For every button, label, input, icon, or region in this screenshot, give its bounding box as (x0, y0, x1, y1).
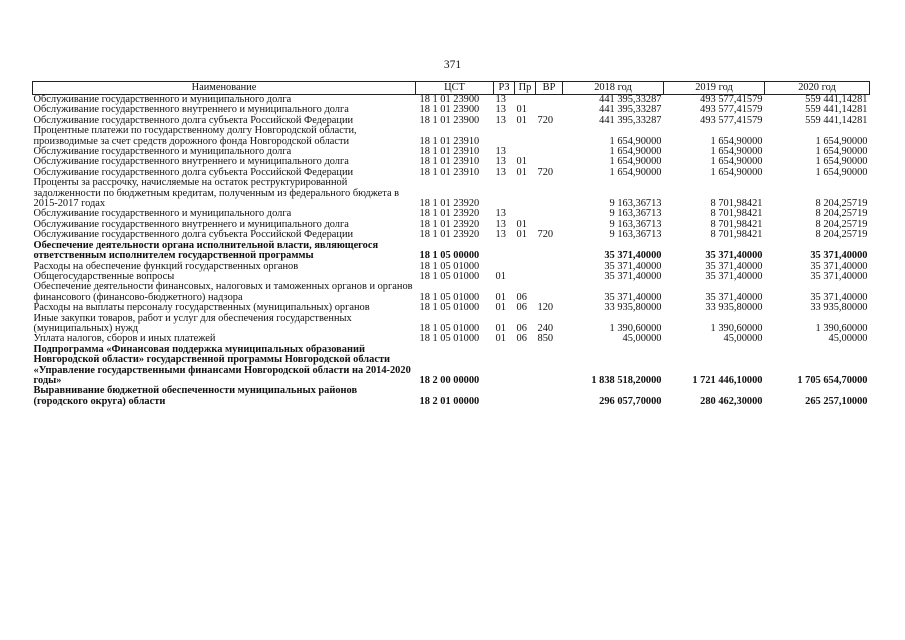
row-2019: 1 390,60000 (710, 322, 763, 334)
row-vr (536, 147, 563, 157)
row-2020: 559 441,14281 (805, 114, 868, 126)
row-cst: 18 1 05 01000 (419, 291, 480, 303)
row-2019: 35 371,40000 (705, 260, 763, 272)
row-2020: 559 441,14281 (805, 104, 868, 116)
row-cst: 18 1 05 00000 (419, 250, 480, 262)
row-rz (494, 345, 515, 387)
header-rz: РЗ (494, 82, 515, 95)
header-2018: 2018 год (563, 82, 664, 95)
row-rz: 01 (495, 322, 506, 334)
row-cst: 18 2 01 00000 (419, 395, 480, 407)
row-name: Обслуживание государственного и муниципального долга (33, 208, 292, 220)
row-vr (536, 386, 563, 407)
row-vr (536, 345, 563, 387)
row-pr: 01 (516, 156, 527, 168)
row-rz (494, 241, 515, 262)
row-name: Обслуживание государственного внутреннего и муниципального долга (33, 218, 349, 230)
row-2018: 9 163,36713 (609, 208, 662, 220)
row-cst: 18 1 01 23920 (419, 229, 480, 241)
row-pr (515, 241, 536, 262)
row-2018: 1 838 518,20000 (591, 374, 662, 386)
row-cst: 18 1 05 01000 (419, 333, 480, 345)
row-cst: 18 1 05 01000 (419, 322, 480, 334)
row-name: Обслуживание государственного долга субъекта Российской Федерации (33, 229, 354, 241)
row-vr (536, 262, 563, 272)
row-pr (515, 386, 536, 407)
row-2020: 35 371,40000 (810, 260, 868, 272)
row-2020: 8 204,25719 (815, 218, 868, 230)
row-2019: 8 701,98421 (710, 198, 763, 210)
table-row (33, 303, 870, 313)
row-2020: 265 257,10000 (805, 395, 868, 407)
row-name: Обслуживание государственного и муниципального долга (33, 146, 292, 158)
row-vr (536, 178, 563, 209)
row-rz: 13 (495, 146, 506, 158)
row-name: Обслуживание государственного долга субъекта Российской Федерации (33, 114, 354, 126)
row-2020: 1 654,90000 (815, 166, 868, 178)
row-cst: 18 1 01 23920 (419, 218, 480, 230)
row-2020: 1 705 654,70000 (797, 374, 868, 386)
row-name: Обслуживание государственного внутреннего и муниципального долга (33, 156, 349, 168)
row-2020: 1 390,60000 (815, 322, 868, 334)
row-rz: 13 (495, 94, 506, 105)
row-pr: 01 (516, 218, 527, 230)
row-name: Расходы на обеспечение функций государственных органов (33, 260, 299, 272)
row-vr: 120 (537, 302, 554, 314)
row-2018: 1 654,90000 (609, 166, 662, 178)
row-cst: 18 2 00 00000 (419, 374, 480, 386)
row-rz (494, 178, 515, 209)
row-rz: 01 (495, 270, 506, 282)
row-2018: 1 390,60000 (609, 322, 662, 334)
header-2020: 2020 год (765, 82, 870, 95)
row-cst: 18 1 05 01000 (419, 270, 480, 282)
row-pr (515, 262, 536, 272)
row-2020: 8 204,25719 (815, 198, 868, 210)
row-name: Обеспечение деятельности органа исполнительной власти, являющегося ответственным исполнителем государственной программы (33, 239, 379, 262)
row-cst: 18 1 01 23920 (419, 208, 480, 220)
table-row (33, 241, 870, 262)
row-2019: 1 654,90000 (710, 156, 763, 168)
row-2018: 33 935,80000 (604, 302, 662, 314)
row-vr (536, 241, 563, 262)
row-2019: 8 701,98421 (710, 208, 763, 220)
table-row (33, 178, 870, 209)
row-2019: 493 577,41579 (700, 94, 763, 105)
row-rz: 13 (495, 114, 506, 126)
row-pr: 01 (516, 114, 527, 126)
row-2020: 33 935,80000 (810, 302, 868, 314)
row-pr: 06 (516, 291, 527, 303)
row-name: Уплата налогов, сборов и иных платежей (33, 333, 216, 345)
row-2019: 33 935,80000 (705, 302, 763, 314)
row-cst: 18 1 01 23910 (419, 135, 480, 147)
row-2018: 296 057,70000 (599, 395, 662, 407)
row-rz: 13 (495, 156, 506, 168)
row-2018: 1 654,90000 (609, 135, 662, 147)
row-2019: 35 371,40000 (705, 250, 763, 262)
row-2018: 1 654,90000 (609, 156, 662, 168)
row-pr: 06 (516, 322, 527, 334)
row-2019: 1 654,90000 (710, 166, 763, 178)
row-2020: 35 371,40000 (810, 250, 868, 262)
row-pr: 06 (516, 333, 527, 345)
row-2020: 35 371,40000 (810, 291, 868, 303)
row-cst: 18 1 01 23920 (419, 198, 480, 210)
row-2020: 8 204,25719 (815, 229, 868, 241)
row-pr: 06 (516, 302, 527, 314)
row-name: Выравнивание бюджетной обеспеченности муниципальных районов (городского округа) области (33, 385, 358, 407)
table-header-row (33, 82, 870, 95)
table-row (33, 314, 870, 335)
row-2020: 45,00000 (828, 333, 868, 345)
row-rz: 01 (495, 333, 506, 345)
row-2020: 1 654,90000 (815, 146, 868, 158)
row-2019: 280 462,30000 (700, 395, 763, 407)
row-name: Проценты за рассрочку, начисляемые на остаток реструктурированной задолженности по бюджетным кредитам, полученным из федерального бюджета в 2015-2017 годах (33, 177, 400, 210)
budget-table (32, 81, 870, 407)
row-pr (515, 345, 536, 387)
row-2019: 493 577,41579 (700, 114, 763, 126)
row-vr: 720 (537, 114, 554, 126)
table-row (33, 126, 870, 147)
row-name: Обеспечение деятельности финансовых, налоговых и таможенных органов и органов финансового (финансово-бюджетного) надзора (33, 281, 413, 303)
row-2019: 493 577,41579 (700, 104, 763, 116)
row-rz: 01 (495, 291, 506, 303)
header-2019: 2019 год (664, 82, 765, 95)
row-name: Обслуживание государственного внутреннего и муниципального долга (33, 104, 349, 116)
row-2018: 9 163,36713 (609, 229, 662, 241)
row-2019: 35 371,40000 (705, 270, 763, 282)
row-pr: 01 (516, 229, 527, 241)
row-2019: 35 371,40000 (705, 291, 763, 303)
row-pr (515, 178, 536, 209)
row-name: Иные закупки товаров, работ и услуг для обеспечения государственных (муниципальных) нужд (33, 312, 352, 334)
row-rz: 13 (495, 218, 506, 230)
row-rz: 01 (495, 302, 506, 314)
row-rz: 13 (495, 208, 506, 220)
row-rz: 13 (495, 166, 506, 178)
row-vr: 240 (537, 322, 554, 334)
row-cst: 18 1 01 23900 (419, 104, 480, 116)
row-name: Подпрограмма «Финансовая поддержка муниципальных образований Новгородской области» государственной программы Новгородской области «Управление государственными финансами Новгородской области на 2014-2020 годы» (33, 343, 411, 386)
row-cst: 18 1 01 23900 (419, 94, 480, 105)
row-pr (515, 272, 536, 282)
row-name: Общегосударственные вопросы (33, 270, 175, 282)
row-2018: 441 395,33287 (599, 94, 662, 105)
row-rz (494, 126, 515, 147)
row-name: Обслуживание государственного и муниципального долга (33, 94, 292, 105)
header-name: Наименование (33, 82, 416, 95)
row-2018: 441 395,33287 (599, 114, 662, 126)
row-2018: 1 654,90000 (609, 146, 662, 158)
row-vr (536, 126, 563, 147)
row-2020: 8 204,25719 (815, 208, 868, 220)
row-2020: 559 441,14281 (805, 94, 868, 105)
row-2020: 1 654,90000 (815, 135, 868, 147)
row-2018: 35 371,40000 (604, 270, 662, 282)
row-name: Расходы на выплаты персоналу государственных (муниципальных) органов (33, 302, 370, 314)
row-2018: 441 395,33287 (599, 104, 662, 116)
header-vr: ВР (536, 82, 563, 95)
row-name: Обслуживание государственного долга субъекта Российской Федерации (33, 166, 354, 178)
row-2019: 1 721 446,10000 (692, 374, 763, 386)
row-cst: 18 1 01 23900 (419, 114, 480, 126)
row-vr: 720 (537, 229, 554, 241)
table-row (33, 282, 870, 303)
row-vr (536, 95, 563, 106)
table-row (33, 345, 870, 387)
row-cst: 18 1 05 01000 (419, 302, 480, 314)
row-2019: 8 701,98421 (710, 229, 763, 241)
page-number: 371 (443, 59, 462, 71)
row-2019: 1 654,90000 (710, 146, 763, 158)
row-2018: 35 371,40000 (604, 291, 662, 303)
row-cst: 18 1 01 23910 (419, 156, 480, 168)
row-2018: 45,00000 (622, 333, 662, 345)
header-cst: ЦСТ (416, 82, 494, 95)
row-name: Процентные платежи по государственному долгу Новгородской области, производимые за счет средств дорожного фонда Новгородской области (33, 125, 357, 147)
row-2019: 1 654,90000 (710, 135, 763, 147)
row-2020: 1 654,90000 (815, 156, 868, 168)
row-2018: 9 163,36713 (609, 198, 662, 210)
row-rz: 13 (495, 104, 506, 116)
row-2019: 8 701,98421 (710, 218, 763, 230)
row-pr: 01 (516, 166, 527, 178)
table-body (33, 95, 870, 408)
row-cst: 18 1 01 23910 (419, 166, 480, 178)
row-2020: 35 371,40000 (810, 270, 868, 282)
row-vr (536, 282, 563, 303)
row-pr (515, 126, 536, 147)
table-row (33, 386, 870, 407)
row-rz: 13 (495, 229, 506, 241)
row-cst: 18 1 05 01000 (419, 260, 480, 272)
row-pr: 01 (516, 104, 527, 116)
row-vr (536, 272, 563, 282)
row-vr: 850 (537, 333, 554, 345)
row-2018: 9 163,36713 (609, 218, 662, 230)
row-cst: 18 1 01 23910 (419, 146, 480, 158)
row-rz (494, 386, 515, 407)
row-2019: 45,00000 (723, 333, 763, 345)
row-2018: 35 371,40000 (604, 250, 662, 262)
row-2018: 35 371,40000 (604, 260, 662, 272)
row-vr: 720 (537, 166, 554, 178)
header-pr: Пр (515, 82, 536, 95)
row-vr (536, 209, 563, 219)
